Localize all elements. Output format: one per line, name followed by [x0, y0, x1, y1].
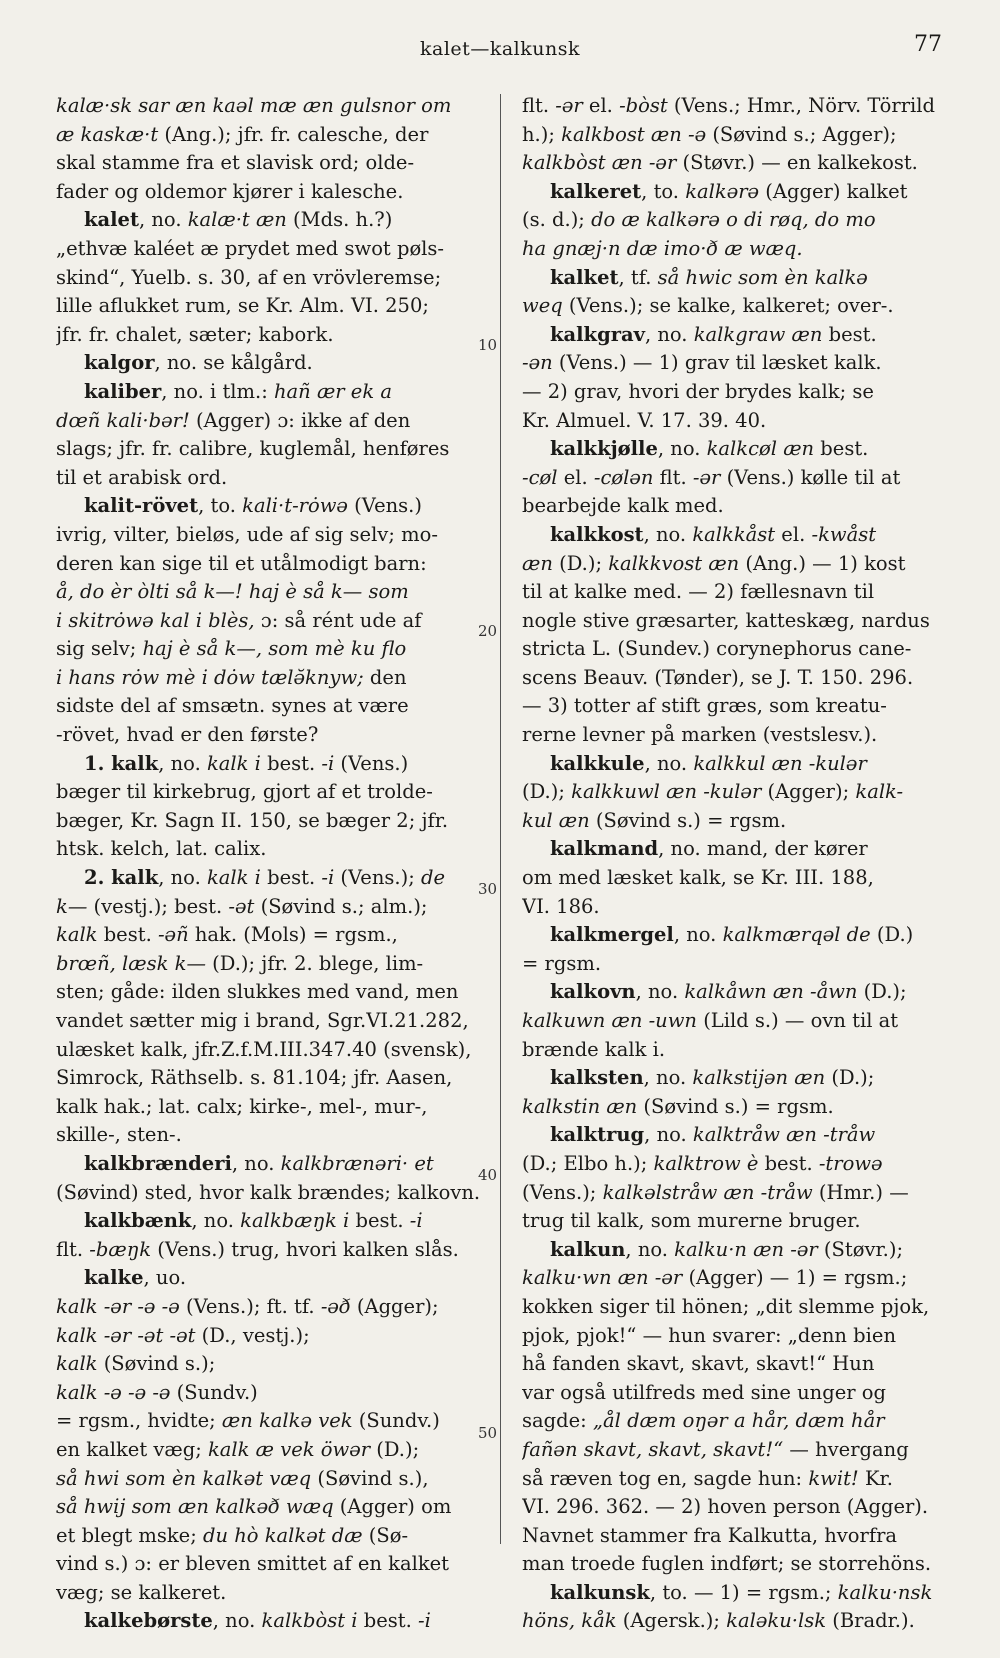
text-line: (D.; Elbo h.); kalktrow è best. -trowə: [522, 1151, 883, 1175]
text-line: kalkun, no. kalku·n æn -ər (Støvr.);: [550, 1237, 904, 1261]
text-line: kokken siger til hönen; „dit slemme pjok,: [522, 1294, 930, 1318]
text-line: kalktrug, no. kalktråw æn -tråw: [550, 1123, 876, 1147]
text-line: kalk best. -əñ hak. (Mols) = rgsm.,: [56, 923, 398, 947]
text-line: (Vens.); kalkəlstråw æn -tråw (Hmr.) —: [522, 1180, 909, 1204]
text-line: — 2) grav, hvori der brydes kalk; se: [522, 379, 874, 403]
text-line: kalk -ər -ə -ə (Vens.); ft. tf. -əð (Agger);: [56, 1294, 439, 1318]
text-line: Simrock, Räthselb. s. 81.104; jfr. Aasen,: [56, 1066, 453, 1090]
text-line: (Søvind) sted, hvor kalk brændes; kalkovn.: [56, 1180, 481, 1204]
text-line: kalksten, no. kalkstijən æn (D.);: [550, 1066, 875, 1090]
right-column: [522, 92, 958, 1636]
text-line: deren kan sige til et utålmodigt barn:: [56, 551, 427, 575]
text-line: trug til kalk, som murerne bruger.: [522, 1209, 861, 1233]
column-divider: [500, 94, 501, 1544]
text-line: Kr. Almuel. V. 17. 39. 40.: [522, 408, 767, 432]
text-line: fañən skavt, skavt, skavt!“ — hvergang: [522, 1437, 909, 1461]
text-line: VI. 186.: [522, 894, 600, 918]
text-line: skind“, Yuelb. s. 30, af en vrövleremse;: [56, 265, 442, 289]
text-line: jfr. fr. chalet, sæter; kabork.: [56, 322, 334, 346]
text-line: bæger, Kr. Sagn II. 150, se bæger 2; jfr.: [56, 808, 449, 832]
text-line: skille-, sten-.: [56, 1123, 182, 1147]
text-line: lille aflukket rum, se Kr. Alm. VI. 250;: [56, 294, 429, 318]
text-line: så hwij som æn kalkəð wæq (Agger) om: [56, 1495, 452, 1519]
text-line: (s. d.); do æ kalkərə o di røq, do mo: [522, 208, 876, 232]
text-line: kalet, no. kalæ·t æn (Mds. h.?): [84, 208, 393, 232]
line-number: 40: [478, 1166, 498, 1184]
text-line: kalkkjølle, no. kalkcøl æn best.: [550, 437, 869, 461]
text-line: kalkbænk, no. kalkbæŋk i best. -i: [84, 1209, 423, 1233]
text-line: slags; jfr. fr. calibre, kuglemål, henføres: [56, 437, 450, 461]
text-line: kalkovn, no. kalkåwn æn -åwn (D.);: [550, 980, 907, 1004]
page-header: [0, 30, 1000, 70]
text-line: kalk -ər -ət -ət (D., vestj.);: [56, 1323, 310, 1347]
text-line: VI. 296. 362. — 2) hoven person (Agger).: [522, 1495, 929, 1519]
text-line: fader og oldemor kjører i kalesche.: [56, 179, 404, 203]
text-line: kalk -ə -ə -ə (Sundv.): [56, 1380, 258, 1404]
text-line: htsk. kelch, lat. calix.: [56, 837, 267, 861]
text-line: i skitrȯwə kal i blès, ɔ: så rént ude af: [56, 608, 422, 632]
text-line: stricta L. (Sundev.) corynephorus cane-: [522, 637, 912, 661]
text-line: flt. -bæŋk (Vens.) trug, hvori kalken slås.: [56, 1237, 459, 1261]
text-line: scens Beauv. (Tønder), se J. T. 150. 296.: [522, 665, 914, 689]
text-line: kalæ·sk sar æn kaəl mæ æn gulsnor om: [56, 94, 452, 117]
text-line: å, do èr òlti så k—! haj è så k— som: [56, 580, 409, 604]
text-line: kalkbòst æn -ər (Støvr.) — en kalkekost.: [522, 151, 918, 175]
text-line: kalke, uo.: [84, 1266, 187, 1290]
text-line: var også utilfreds med sine unger og: [522, 1380, 886, 1404]
text-line: hå fanden skavt, skavt, skavt!“ Hun: [522, 1352, 875, 1376]
text-line: en kalket væg; kalk æ vek öwər (D.);: [56, 1437, 420, 1461]
text-line: dœñ kali·bər! (Agger) ɔ: ikke af den: [56, 408, 411, 432]
line-number: 30: [478, 880, 498, 898]
text-line: = rgsm., hvidte; æn kalkə vek (Sundv.): [56, 1409, 440, 1433]
line-number: 10: [478, 336, 498, 354]
text-line: vind s.) ɔ: er bleven smittet af en kalket: [56, 1552, 450, 1576]
text-line: kalk (Søvind s.);: [56, 1352, 216, 1376]
text-line: kalkmergel, no. kalkmærqəl de (D.): [550, 923, 914, 947]
text-line: i hans rȯw mè i dȯw tælə̆knyw; den: [56, 665, 407, 689]
text-line: kalkstin æn (Søvind s.) = rgsm.: [522, 1094, 834, 1118]
text-line: æn (D.); kalkkvost æn (Ang.) — 1) kost: [522, 551, 906, 575]
text-line: kalkbrænderi, no. kalkbrænəri· et: [84, 1151, 434, 1175]
text-line: man troede fuglen indført; se storrehöns.: [522, 1552, 932, 1576]
text-line: weq (Vens.); se kalke, kalkeret; over-.: [522, 294, 894, 318]
text-line: (D.); kalkkuwl æn -kulər (Agger); kalk-: [522, 780, 904, 804]
text-line: kalgor, no. se kålgård.: [84, 351, 313, 375]
text-line: brænde kalk i.: [522, 1037, 666, 1061]
text-line: brœñ, læsk k— (D.); jfr. 2. blege, lim-: [56, 951, 424, 975]
page-number: 77: [914, 32, 942, 57]
text-line: h.); kalkbost æn -ə (Søvind s.; Agger);: [522, 122, 897, 146]
text-line: — 3) totter af stift græs, som kreatu-: [522, 694, 887, 718]
text-line: vandet sætter mig i brand, Sgr.VI.21.282,: [56, 1009, 469, 1032]
text-line: kalkmand, no. mand, der kører: [550, 837, 868, 861]
text-line: til et arabisk ord.: [56, 465, 228, 489]
text-line: kalkkule, no. kalkkul æn -kulər: [550, 751, 867, 775]
text-line: kaliber, no. i tlm.: hañ ær ek a: [84, 379, 392, 403]
line-number: 50: [478, 1424, 498, 1442]
text-line: flt. -ər el. -bòst (Vens.; Hmr., Nörv. Törrild: [522, 94, 935, 117]
text-line: kalkeret, to. kalkərə (Agger) kalket: [550, 179, 908, 203]
text-line: sidste del af smsætn. synes at være: [56, 694, 409, 718]
text-line: til at kalke med. — 2) fællesnavn til: [522, 580, 875, 604]
text-line: 1. kalk, no. kalk i best. -i (Vens.): [84, 751, 409, 775]
text-line: kalit-rövet, to. kali·t-rȯwə (Vens.): [84, 494, 422, 518]
text-line: höns, kåk (Agersk.); kaləku·lsk (Bradr.).: [522, 1609, 915, 1633]
text-line: æ kaskæ·t (Ang.); jfr. fr. calesche, der: [56, 122, 429, 146]
text-line: væg; se kalkeret.: [56, 1580, 227, 1604]
text-line: pjok, pjok!“ — hun svarer: „denn bien: [522, 1323, 897, 1347]
text-line: sagde: „ål dæm oŋər a hår, dæm hår: [522, 1409, 885, 1433]
left-column: [56, 92, 496, 1636]
text-line: kul æn (Søvind s.) = rgsm.: [522, 808, 787, 832]
text-line: bæger til kirkebrug, gjort af et trolde-: [56, 780, 433, 804]
text-line: -cøl el. -cølən flt. -ər (Vens.) kølle til at: [522, 465, 901, 489]
text-line: kalkkost, no. kalkkåst el. -kwåst: [550, 522, 877, 546]
text-line: k— (vestj.); best. -ət (Søvind s.; alm.);: [56, 894, 428, 918]
text-line: bearbejde kalk med.: [522, 494, 724, 518]
line-number: 20: [478, 622, 498, 640]
text-line: kalkgrav, no. kalkgraw æn best.: [550, 322, 877, 346]
text-line: kalku·wn æn -ər (Agger) — 1) = rgsm.;: [522, 1266, 908, 1290]
text-line: et blegt mske; du hò kalkət dæ (Sø-: [56, 1523, 409, 1547]
text-line: 2. kalk, no. kalk i best. -i (Vens.); de: [84, 866, 446, 890]
text-line: -ən (Vens.) — 1) grav til læsket kalk.: [522, 351, 882, 375]
text-line: kalk hak.; lat. calx; kirke-, mel-, mur-,: [56, 1094, 428, 1118]
text-line: skal stamme fra et slavisk ord; olde-: [56, 151, 415, 175]
text-line: -rövet, hvad er den første?: [56, 723, 319, 747]
text-line: kalkebørste, no. kalkbòst i best. -i: [84, 1609, 431, 1633]
text-line: ha gnæj·n dæ imo·ð æ wæq.: [522, 236, 803, 260]
text-line: kalkunsk, to. — 1) = rgsm.; kalku·nsk: [550, 1580, 933, 1604]
text-line: så hwi som èn kalkət væq (Søvind s.),: [56, 1466, 429, 1490]
text-line: sten; gåde: ilden slukkes med vand, men: [56, 980, 459, 1004]
text-line: nogle stive græsarter, katteskæg, nardus: [522, 608, 930, 632]
running-head: kalet—kalkunsk: [420, 38, 580, 60]
text-line: = rgsm.: [522, 951, 602, 975]
text-line: så ræven tog en, sagde hun: kwit! Kr.: [522, 1466, 893, 1490]
text-line: sig selv; haj è så k—, som mè ku flo: [56, 637, 407, 661]
text-line: Navnet stammer fra Kalkutta, hvorfra: [522, 1523, 898, 1547]
text-line: rerne levner på marken (vestslesv.).: [522, 723, 878, 747]
text-line: om med læsket kalk, se Kr. III. 188,: [522, 866, 874, 890]
text-line: ivrig, vilter, bieløs, ude af sig selv; mo-: [56, 522, 438, 546]
text-line: ulæsket kalk, jfr.Z.f.M.III.347.40 (svensk),: [56, 1037, 472, 1061]
text-line: kalket, tf. så hwic som èn kalkə: [550, 265, 868, 289]
text-line: kalkuwn æn -uwn (Lild s.) — ovn til at: [522, 1009, 899, 1032]
text-line: „ethvæ kaléet æ prydet med swot pøls-: [56, 236, 445, 260]
